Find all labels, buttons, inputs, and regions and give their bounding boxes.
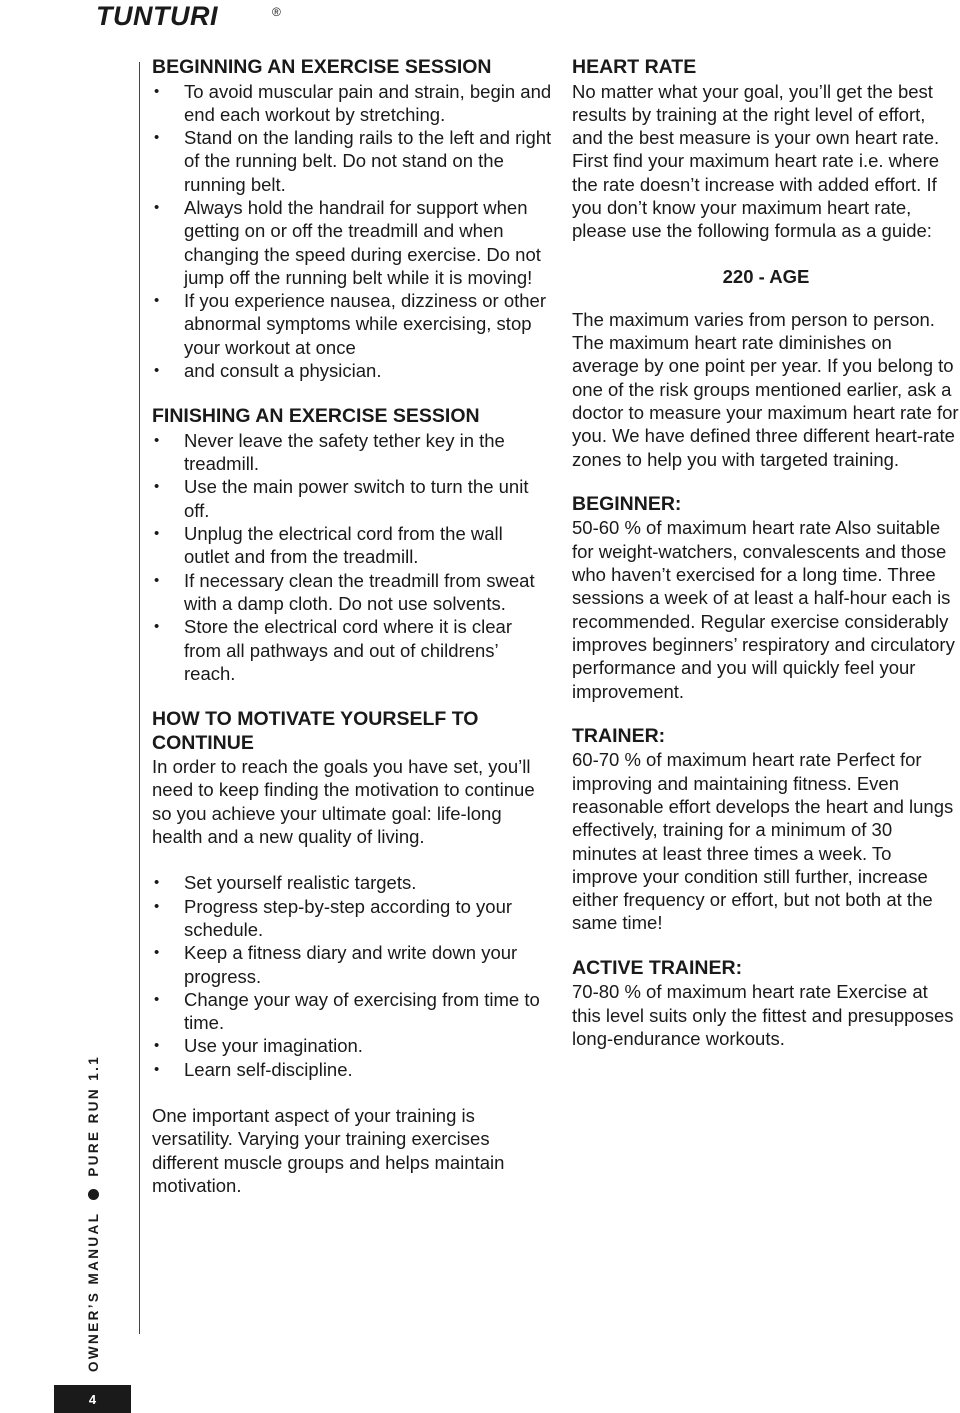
list-item: • Stand on the landing rails to the left and right of the running belt. Do not stand on the running belt. [152, 126, 552, 196]
column-divider [139, 62, 140, 1334]
spacer [572, 471, 960, 493]
registered-mark: ® [272, 5, 281, 19]
active-trainer-section [572, 957, 960, 1050]
logo-wordmark: TUNTURI [96, 1, 218, 31]
page-number-box [54, 1385, 131, 1413]
heart-rate-body: The maximum varies from person to person. The maximum heart rate diminishes on average by one point per year. If you belong to one of the risk groups mentioned earlier, ask a doctor to measure your maximum heart rate for you. We have defined three different heart-rate zones to help you with targeted training. [572, 308, 959, 470]
finishing-list [152, 429, 552, 685]
separator-dot-icon [88, 1189, 99, 1200]
list-item: • Set yourself realistic targets. [152, 871, 552, 894]
spacer [152, 848, 552, 871]
list-item: • Learn self-discipline. [152, 1058, 552, 1081]
heart-rate-heading: HEART RATE [572, 56, 697, 78]
motivate-closing: One important aspect of your training is versatility. Varying your training exercises different muscle groups and helps maintain motivation. [152, 1104, 505, 1196]
finishing-section [152, 405, 552, 685]
list-item: • If you experience nausea, dizziness or other abnormal symptoms while exercising, stop your workout at once [152, 289, 552, 359]
list-item: • Store the electrical cord where it is clear from all pathways and out of childrens’ reach. [152, 615, 552, 685]
trainer-body: 60-70 % of maximum heart rate Perfect for improving and maintaining fitness. Even reasonable effort develops the heart and lungs effectively, training for a minimum of 30 minutes at least three times a week. To improve your condition still further, increase either frequency or effort, but not both at the same time! [572, 749, 954, 934]
motivate-list [152, 871, 552, 1081]
list-item: • Change your way of exercising from time to time. [152, 988, 552, 1035]
beginning-section [152, 56, 552, 382]
list-item: • Use the main power switch to turn the unit off. [152, 475, 552, 522]
list-item: • To avoid muscular pain and strain, begin and end each workout by stretching. [152, 80, 552, 127]
list-item: • If necessary clean the treadmill from sweat with a damp cloth. Do not use solvents. [152, 569, 552, 616]
tunturi-logo [94, 0, 294, 34]
right-column [572, 56, 960, 1050]
trainer-section [572, 725, 960, 935]
list-item: • Never leave the safety tether key in the treadmill. [152, 429, 552, 476]
spacer [572, 703, 960, 725]
spacer [152, 685, 552, 708]
left-column [152, 56, 552, 1197]
list-item: • Progress step-by-step according to your schedule. [152, 895, 552, 942]
beginner-section [572, 493, 960, 703]
spacer [152, 382, 552, 405]
page-number: 4 [88, 1391, 97, 1407]
beginner-body: 50-60 % of maximum heart rate Also suitable for weight-watchers, convalescents and those who haven’t exercised for a long time. Three sessions a week of at least a half-hour each is recommended. Regular exercise considerably improves beginners’ respiratory and circulatory performance and you will quickly feel your improvement. [572, 517, 955, 702]
motivate-section [152, 708, 552, 1197]
list-item: • Use your imagination. [152, 1034, 552, 1057]
list-item: • and consult a physician. [152, 359, 552, 382]
beginner-heading: BEGINNER: [572, 492, 682, 515]
model-label: PURE RUN 1.1 [86, 1054, 101, 1177]
manual-label: OWNER’S MANUAL [86, 1211, 101, 1372]
list-item: • Keep a fitness diary and write down your progress. [152, 941, 552, 988]
motivate-heading: HOW TO MOTIVATE YOURSELF TO CONTINUE [152, 708, 479, 754]
side-running-title [86, 1055, 101, 1372]
heart-rate-section [572, 56, 960, 471]
list-item: • Unplug the electrical cord from the wall outlet and from the treadmill. [152, 522, 552, 569]
spacer [152, 1081, 552, 1104]
brand-logo [94, 0, 294, 34]
list-item: • Always hold the handrail for support when getting on or off the treadmill and when changing the speed during exercise. Do not jump off the running belt while it is moving! [152, 196, 552, 289]
trainer-heading: TRAINER: [572, 724, 666, 747]
heart-rate-formula: 220 - AGE [722, 265, 810, 287]
motivate-intro: In order to reach the goals you have set, you’ll need to keep finding the motivation to continue so you achieve your ultimate goal: life-long health and a new quality of living. [152, 756, 535, 848]
spacer [572, 935, 960, 957]
beginning-heading: BEGINNING AN EXERCISE SESSION [152, 56, 492, 78]
beginning-list [152, 80, 552, 383]
heart-rate-intro: No matter what your goal, you’ll get the best results by training at the right level of effort, and the best measure is your own heart rate. First find your maximum heart rate i.e. where the rate doesn’t increase with added effort. If you don’t know your maximum heart rate, please use the following formula as a guide: [572, 80, 940, 242]
active-trainer-body: 70-80 % of maximum heart rate Exercise at this level suits only the fittest and presupposes long-endurance workouts. [572, 981, 954, 1049]
active-trainer-heading: ACTIVE TRAINER: [572, 956, 743, 979]
finishing-heading: FINISHING AN EXERCISE SESSION [152, 405, 480, 428]
